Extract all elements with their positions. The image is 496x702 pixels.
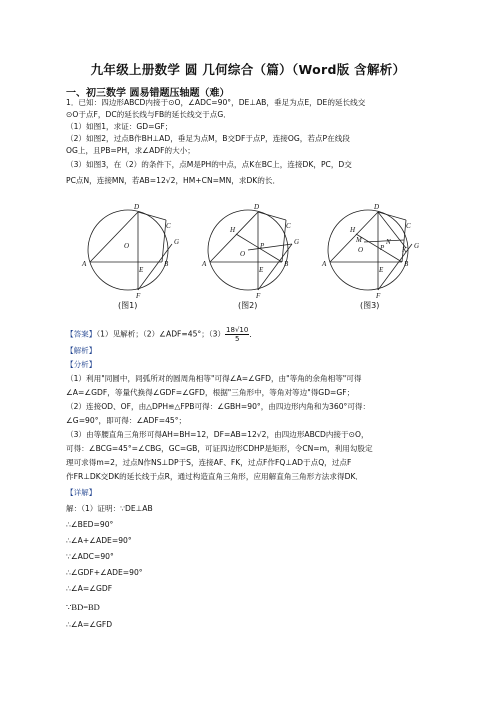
figure-3-diagram — [316, 200, 436, 300]
svg-text:G: G — [294, 238, 300, 246]
solution-line: ∵BD=BD — [66, 602, 100, 612]
analysis-sub-label: 【分析】 — [66, 360, 97, 369]
svg-text:H: H — [350, 226, 356, 234]
problem-line: （3）如图3，在（2）的条件下，点M是PH的中点，点K在BC上，连接DK，PC，D交 — [66, 160, 352, 169]
svg-text:P: P — [260, 242, 265, 250]
figure-1-diagram — [76, 200, 186, 300]
problem-line: OG上，且PB=PH，求∠ADF的大小； — [66, 146, 195, 155]
svg-text:K: K — [402, 246, 407, 254]
figure-2-diagram — [196, 200, 306, 300]
svg-text:G: G — [414, 242, 420, 250]
svg-text:A: A — [82, 260, 87, 268]
analysis-line: 可得：∠BCG=45°=∠CBG，GC=GB，可证四边形CDHP是矩形，令CN=m，利用勾股定 — [66, 444, 373, 453]
answer-fraction — [225, 326, 249, 343]
svg-text:C: C — [166, 222, 171, 230]
figure-1-caption: (图1) — [118, 301, 138, 310]
svg-text:H: H — [230, 226, 236, 234]
solution-line: ∴∠A=∠GFD — [66, 620, 113, 629]
analysis-label: 【解析】 — [66, 346, 97, 355]
svg-text:F: F — [136, 292, 141, 300]
problem-line: （1）如图1，求证：GD=GF； — [66, 122, 173, 131]
figure-3 — [316, 200, 436, 310]
svg-text:A: A — [322, 260, 327, 268]
analysis-line: ∠A=∠GDF，等量代换得∠GDF=∠GFD，根据"三角形中，等角对等边"得GD=GF； — [66, 388, 355, 397]
problem-line: （2）如图2，过点B作BH⊥AD，垂足为点M，B交DF于点P，连接OG，若点P在线段 — [66, 134, 350, 143]
svg-text:C: C — [406, 222, 411, 230]
analysis-line: 作FR⊥DK交DK的延长线于点R，通过构造直角三角形，应用解直角三角形方法求得DK． — [66, 472, 364, 481]
svg-text:B: B — [404, 260, 409, 268]
svg-text:B: B — [284, 260, 289, 268]
answer-line — [66, 326, 257, 343]
answer-fraction-denominator: 5 — [234, 335, 240, 343]
figure-3-caption: (图3) — [360, 301, 380, 310]
section-heading: 一、初三数学 圆易错题压轴题（难） — [66, 88, 230, 99]
solution-line: ∴∠GDF+∠ADE=90° — [66, 568, 143, 577]
svg-text:C: C — [286, 222, 291, 230]
svg-text:M: M — [356, 236, 362, 244]
detail-label: 【详解】 — [66, 488, 97, 497]
analysis-line: ∠G=90°，即可得：∠ADF=45°； — [66, 416, 187, 425]
analysis-line: （1）利用"同圆中，同弧所对的圆周角相等"可得∠A=∠GFD，由"等角的余角相等"可得 — [66, 374, 362, 383]
answer-label: 【答案】 — [66, 329, 97, 339]
svg-text:E: E — [139, 266, 144, 274]
figure-1 — [76, 200, 186, 310]
svg-text:D: D — [134, 203, 140, 211]
svg-text:O: O — [240, 250, 246, 258]
problem-line: 1．已知：四边形ABCD内接于⊙O，∠ADC=90°，DE⊥AB，垂足为点E，DE的延长线交 — [66, 98, 366, 107]
page-title: 九年级上册数学 圆 几何综合（篇）（Word版 含解析） — [90, 62, 406, 77]
solution-line: ∴∠BED=90° — [66, 520, 114, 529]
answer-fraction-numerator: 18√10 — [226, 326, 249, 334]
svg-text:G: G — [174, 238, 180, 246]
svg-text:F: F — [376, 292, 381, 300]
figure-2-caption: (图2) — [238, 301, 258, 310]
solution-line: ∵∠ADC=90° — [66, 552, 114, 561]
analysis-line: （3）由等腰直角三角形可得AH=BH=12，DF=AB=12√2，由四边形ABCD内接于⊙O， — [66, 430, 369, 439]
svg-text:A: A — [202, 260, 207, 268]
solution-line: 解：（1）证明：∵DE⊥AB — [66, 504, 153, 513]
answer-text: （1）见解析；（2）∠ADF=45°；（3） — [96, 329, 226, 339]
svg-text:F: F — [256, 292, 261, 300]
svg-text:B: B — [164, 260, 169, 268]
svg-text:P: P — [380, 244, 385, 252]
problem-line: ⊙O于点F，DC的延长线与FB的延长线交于点G． — [66, 110, 231, 119]
analysis-line: （2）连接OD、OF，由△DPH≌△FPB可得：∠GBH=90°，由四边形内角和为360°可得： — [66, 402, 371, 411]
solution-line: ∴∠A+∠ADE=90° — [66, 536, 132, 545]
solution-line: ∴∠A=∠GDF — [66, 584, 113, 593]
analysis-line: 理可求得m=2，过点N作NS⊥DP于S，连接AF、FK，过点F作FQ⊥AD于点Q，过点F — [66, 458, 352, 467]
svg-text:D: D — [254, 203, 260, 211]
svg-text:E: E — [259, 266, 264, 274]
svg-text:D: D — [374, 203, 380, 211]
svg-text:O: O — [358, 246, 364, 254]
svg-text:O: O — [124, 242, 130, 250]
figure-2 — [196, 200, 306, 310]
svg-text:N: N — [386, 238, 391, 246]
answer-end: ． — [249, 329, 257, 339]
figures-row — [66, 200, 446, 320]
svg-text:E: E — [379, 266, 384, 274]
problem-line: PC点N，连接MN，若AB=12√2，HM+CN=MN，求DK的长． — [66, 176, 281, 185]
